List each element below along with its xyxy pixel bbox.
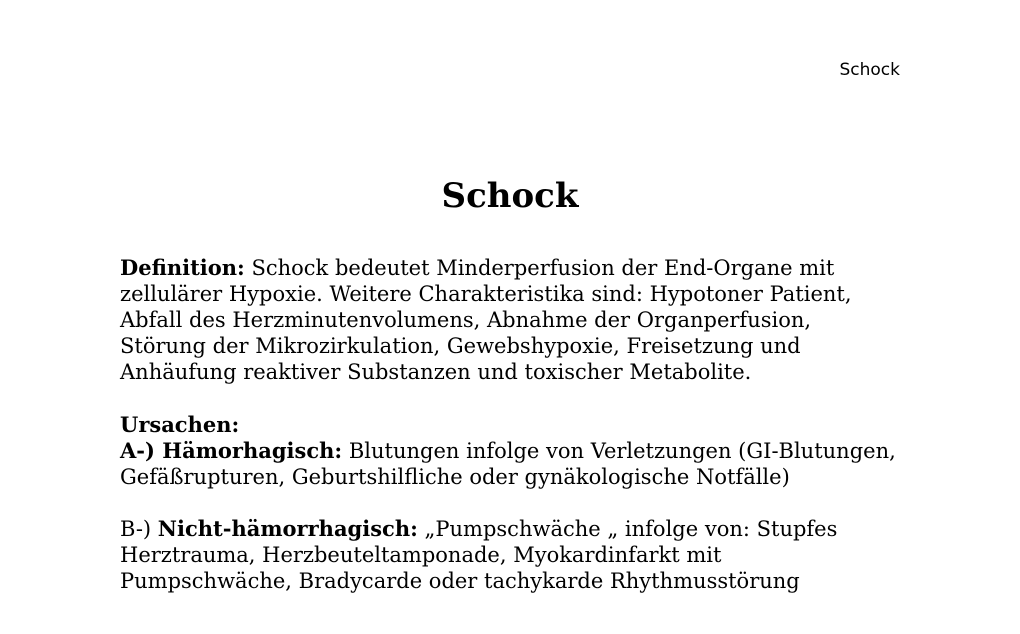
definition-label: Definition: bbox=[120, 255, 245, 280]
cause-b-prefix: B-) bbox=[120, 516, 158, 541]
running-header: Schock bbox=[839, 60, 900, 80]
causes-heading bbox=[120, 412, 900, 438]
cause-b-text: „Pumpschwäche „ infolge von: Stupfes Herztrauma, Herzbeuteltamponade, Myokardinfarkt mit Pumpschwäche, Bradycarde oder tachykarde Rhythmusstörung bbox=[120, 516, 838, 594]
document-title: Schock bbox=[441, 176, 579, 216]
cause-a-paragraph bbox=[120, 438, 900, 490]
cause-a-text: Blutungen infolge von Verletzungen (GI-Blutungen, Gefäßrupturen, Geburtshilfliche oder gynäkologische Notfälle) bbox=[120, 438, 896, 489]
cause-a-label: A-) Hämorhagisch: bbox=[120, 437, 343, 463]
cause-b-label: Nicht-hämorrhagisch: bbox=[157, 515, 418, 541]
cause-b-paragraph bbox=[120, 516, 900, 594]
definition-text: Schock bedeutet Minderperfusion der End-Organe mit zellulärer Hypoxie. Weitere Charakteristika sind: Hypotoner Patient, Abfall des Herzminutenvolumens, Abnahme der Organperfusion, Störung der Mikrozirkulation, Gewebshypoxie, Freisetzung und Anhäufung reaktiver Substanzen und toxischer Metabolite. bbox=[120, 256, 852, 385]
causes-heading-label: Ursachen: bbox=[120, 411, 240, 437]
document-body bbox=[120, 255, 900, 620]
definition-paragraph bbox=[120, 255, 900, 385]
